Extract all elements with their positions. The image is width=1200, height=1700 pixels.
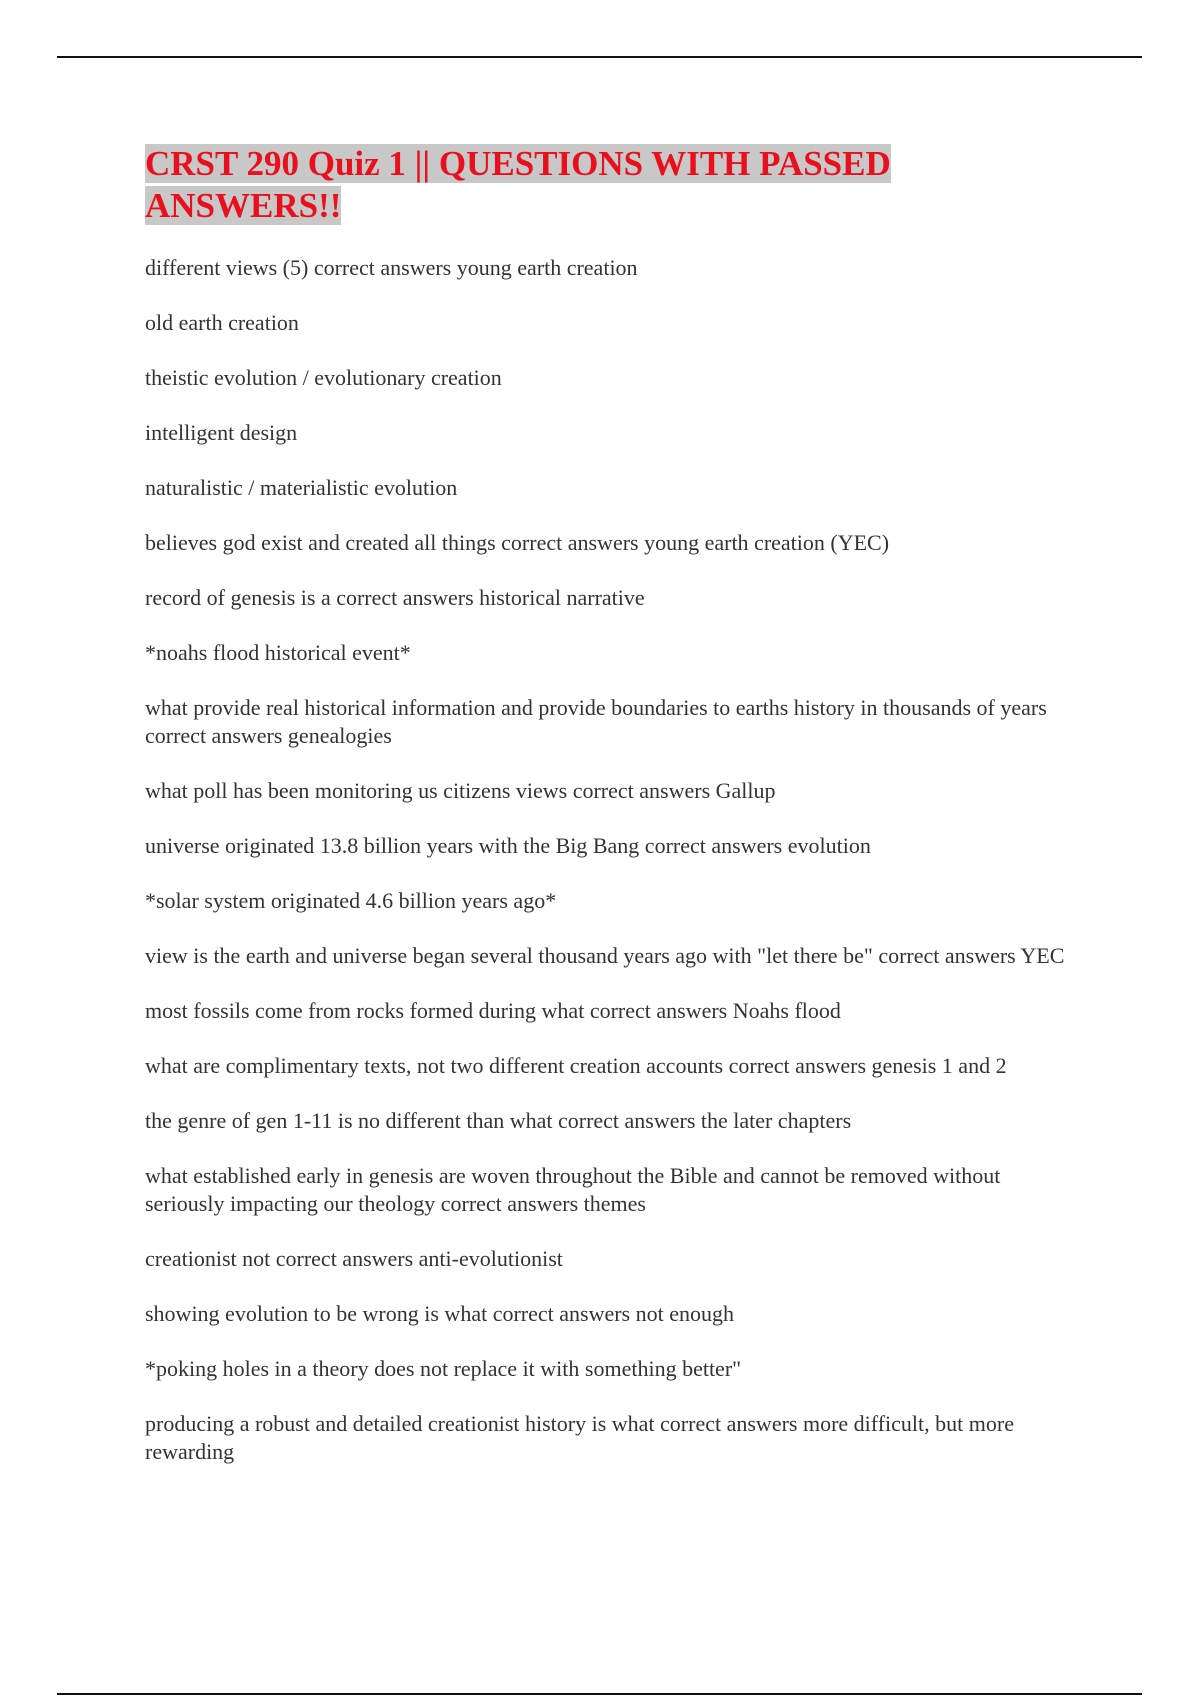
bottom-divider xyxy=(57,1693,1142,1695)
qa-item: the genre of gen 1-11 is no different than what correct answers the later chapters xyxy=(145,1108,852,1133)
qa-item: *noahs flood historical event* xyxy=(145,640,411,665)
qa-item: what poll has been monitoring us citizens views correct answers Gallup xyxy=(145,778,776,803)
qa-item: intelligent design xyxy=(145,420,298,445)
qa-item: old earth creation xyxy=(145,310,299,335)
qa-item: *poking holes in a theory does not replace it with something better" xyxy=(145,1356,742,1381)
qa-item: record of genesis is a correct answers historical narrative xyxy=(145,585,645,610)
document-title-text: CRST 290 Quiz 1 || QUESTIONS WITH PASSED ANSWERS!! xyxy=(145,144,891,225)
qa-item: different views (5) correct answers young earth creation xyxy=(145,255,638,280)
qa-item: view is the earth and universe began several thousand years ago with "let there be" correct answers YEC xyxy=(145,943,1065,968)
top-divider xyxy=(57,56,1142,58)
qa-item: naturalistic / materialistic evolution xyxy=(145,475,458,500)
document-title xyxy=(145,143,945,227)
qa-list xyxy=(145,254,1065,1493)
qa-item: producing a robust and detailed creationist history is what correct answers more difficult, but more rewarding xyxy=(145,1411,1014,1464)
qa-item: theistic evolution / evolutionary creation xyxy=(145,365,502,390)
qa-item: most fossils come from rocks formed during what correct answers Noahs flood xyxy=(145,998,841,1023)
qa-item: universe originated 13.8 billion years with the Big Bang correct answers evolution xyxy=(145,833,871,858)
qa-item: showing evolution to be wrong is what correct answers not enough xyxy=(145,1301,734,1326)
qa-item: creationist not correct answers anti-evolutionist xyxy=(145,1246,563,1271)
qa-item: believes god exist and created all things correct answers young earth creation (YEC) xyxy=(145,530,890,555)
qa-item: what established early in genesis are woven throughout the Bible and cannot be removed without seriously impacting our theology correct answers themes xyxy=(145,1163,1001,1216)
qa-item: what are complimentary texts, not two different creation accounts correct answers genesis 1 and 2 xyxy=(145,1053,1007,1078)
qa-item: what provide real historical information and provide boundaries to earths history in thousands of years correct answers genealogies xyxy=(145,695,1047,748)
qa-item: *solar system originated 4.6 billion years ago* xyxy=(145,888,557,913)
